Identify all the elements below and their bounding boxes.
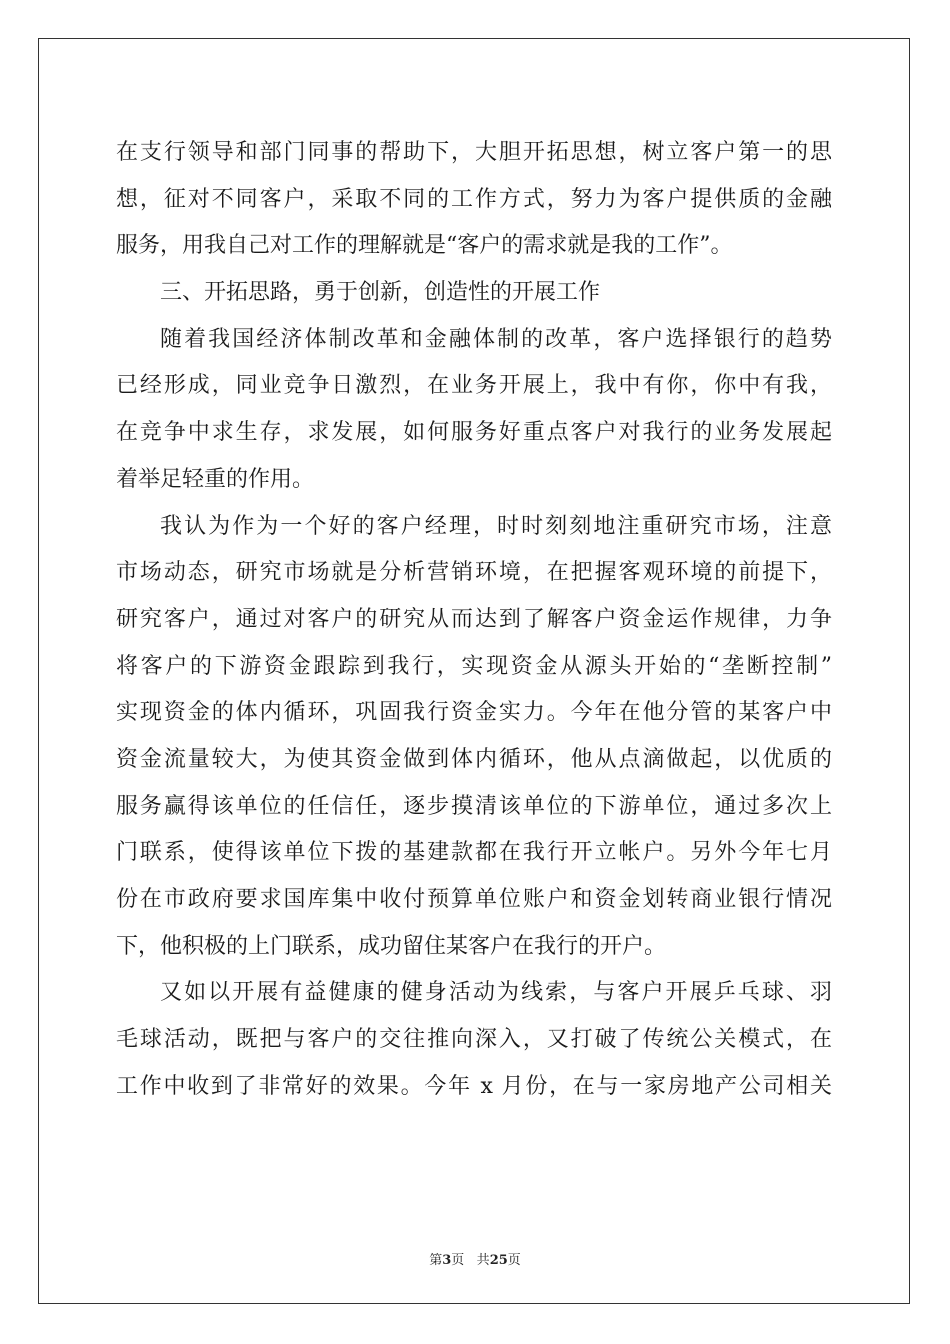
text-line: 资金流量较大，为使其资金做到体内循环，他从点滴做起，以优质的 bbox=[116, 746, 832, 772]
text-line: 门联系，使得该单位下拨的基建款都在我行开立帐户。另外今年七月 bbox=[116, 840, 832, 866]
page-footer bbox=[0, 1249, 950, 1268]
text-line: 毛球活动，既把与客户的交往推向深入，又打破了传统公关模式，在 bbox=[116, 1027, 832, 1053]
text-line: 又如以开展有益健康的健身活动为线索，与客户开展乒乓球、羽 bbox=[160, 980, 832, 1006]
page-suffix: 页 bbox=[451, 1253, 465, 1268]
text-line: 份在市政府要求国库集中收付预算单位账户和资金划转商业银行情况 bbox=[116, 887, 832, 912]
total-suffix: 页 bbox=[507, 1253, 521, 1268]
text-line: 工作中收到了非常好的效果。今年 x 月份，在与一家房地产公司相关 bbox=[116, 1073, 832, 1099]
page-prefix: 第 bbox=[429, 1253, 443, 1268]
total-prefix: 共 bbox=[476, 1253, 490, 1268]
text-line: 实现资金的体内循环，巩固我行资金实力。今年在他分管的某客户中 bbox=[116, 700, 832, 726]
text-line: 随着我国经济体制改革和金融体制的改革，客户选择银行的趋势 bbox=[160, 326, 832, 352]
document-body bbox=[116, 130, 832, 1110]
text-line: 将客户的下游资金跟踪到我行，实现资金从源头开始的“垄断控制” bbox=[116, 653, 832, 679]
text-line: 在竞争中求生存，求发展，如何服务好重点客户对我行的业务发展起 bbox=[116, 420, 832, 446]
text-line: 下，他积极的上门联系，成功留住某客户在我行的开户。 bbox=[116, 933, 667, 959]
text-line: 在支行领导和部门同事的帮助下，大胆开拓思想，树立客户第一的思 bbox=[116, 140, 832, 165]
text-line: 研究客户，通过对客户的研究从而达到了解客户资金运作规律，力争 bbox=[116, 606, 832, 632]
text-line: 市场动态，研究市场就是分析营销环境，在把握客观环境的前提下， bbox=[116, 560, 832, 586]
page-number: 3 bbox=[442, 1253, 452, 1268]
text-line: 我认为作为一个好的客户经理，时时刻刻地注重研究市场，注意 bbox=[160, 513, 832, 539]
total-pages: 25 bbox=[489, 1253, 508, 1268]
text-line: 想，征对不同客户，采取不同的工作方式，努力为客户提供质的金融 bbox=[116, 186, 832, 212]
text-line: 着举足轻重的作用。 bbox=[116, 466, 315, 492]
text-line: 服务赢得该单位的任信任，逐步摸清该单位的下游单位，通过多次上 bbox=[116, 793, 832, 819]
text-line: 三、开拓思路，勇于创新，创造性的开展工作 bbox=[160, 280, 601, 306]
text-line: 已经形成，同业竞争日激烈，在业务开展上，我中有你，你中有我， bbox=[116, 373, 832, 399]
text-line: 服务，用我自己对工作的理解就是“客户的需求就是我的工作”。 bbox=[116, 233, 733, 259]
